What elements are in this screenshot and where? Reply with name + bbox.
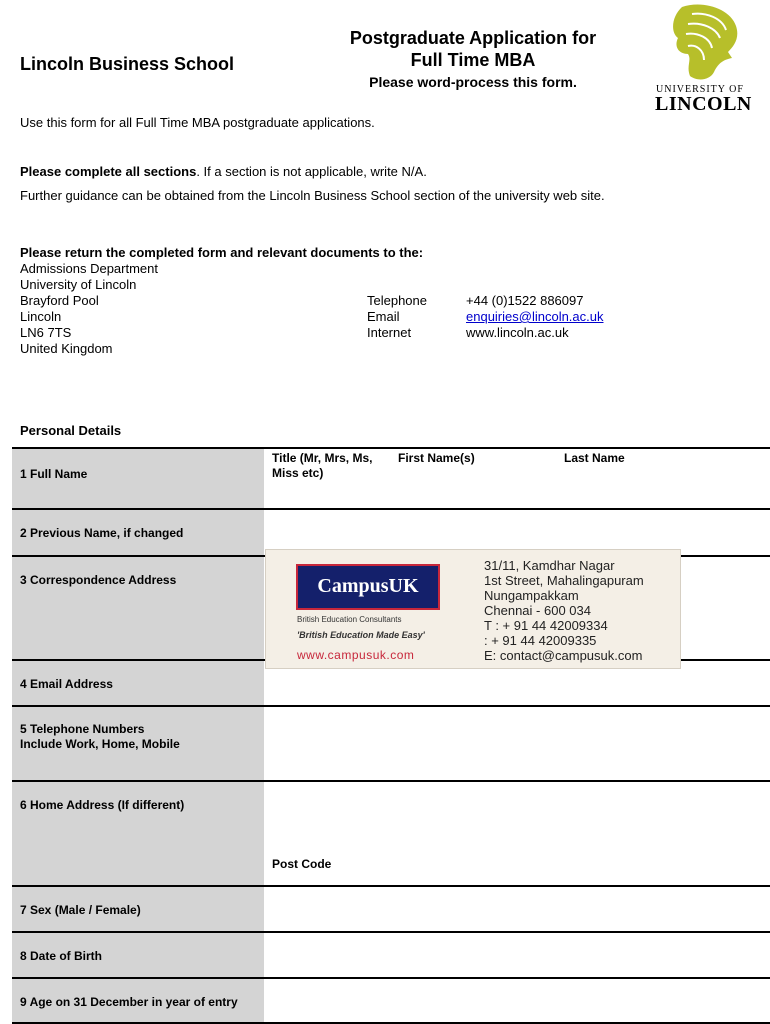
complete-instruction	[20, 164, 427, 180]
title-header-line2: Miss etc)	[272, 466, 324, 480]
row-label: 6 Home Address (If different)	[12, 782, 264, 885]
home-address-field[interactable]	[264, 782, 770, 885]
return-heading: Please return the completed form and relevant documents to the:	[20, 245, 424, 260]
row-previous-name	[12, 508, 770, 555]
guidance-text: Further guidance can be obtained from the Lincoln Business School section of the university web site.	[20, 188, 605, 203]
stamp-address-line: T : + 91 44 42009334	[484, 618, 608, 633]
campusuk-logo: CampusUK	[296, 564, 440, 610]
internet-label: Internet	[367, 325, 412, 340]
row-telephone-numbers	[12, 705, 770, 780]
address-line: LN6 7TS	[20, 325, 72, 340]
title-header	[272, 451, 372, 481]
full-name-field[interactable]	[264, 449, 770, 508]
row-full-name	[12, 447, 770, 508]
email-label: Email	[367, 309, 400, 324]
row-home-address	[12, 780, 770, 885]
stamp-address-line: Chennai - 600 034	[484, 603, 591, 618]
row-age	[12, 977, 770, 1024]
form-title-block	[318, 27, 628, 90]
telephone-label: Telephone	[367, 293, 427, 308]
age-field[interactable]	[264, 979, 770, 1022]
school-name: Lincoln Business School	[20, 54, 235, 74]
row-sex	[12, 885, 770, 931]
stamp-address-line: 1st Street, Mahalingapuram	[484, 573, 644, 588]
stamp-slogan: 'British Education Made Easy'	[297, 630, 425, 640]
stamp-address-line: E: contact@campusuk.com	[484, 648, 643, 663]
section-title-personal: Personal Details	[20, 423, 122, 438]
logo-lincoln: LINCOLN	[655, 93, 752, 115]
contact-labels	[367, 293, 427, 341]
minerva-head-icon	[652, 2, 764, 84]
email-link[interactable]: enquiries@lincoln.ac.uk	[466, 309, 604, 324]
stamp-address-line: Nungampakkam	[484, 588, 579, 603]
post-code-label: Post Code	[272, 857, 332, 871]
sex-field[interactable]	[264, 887, 770, 931]
stamp-website: www.campusuk.com	[297, 648, 415, 662]
form-subtitle: Please word-process this form.	[369, 74, 577, 90]
address-line: Admissions Department	[20, 261, 158, 276]
row-label: 2 Previous Name, if changed	[12, 510, 264, 555]
title-header-line1: Title (Mr, Mrs, Ms,	[272, 451, 373, 465]
row-label	[12, 707, 264, 780]
row-label-line2: Include Work, Home, Mobile	[20, 737, 180, 751]
stamp-address	[484, 558, 644, 663]
telephone-numbers-field[interactable]	[264, 707, 770, 780]
address-line: Lincoln	[20, 309, 62, 324]
telephone-value: +44 (0)1522 886097	[466, 293, 584, 308]
row-label: 3 Correspondence Address	[12, 557, 264, 659]
internet-value: www.lincoln.ac.uk	[466, 325, 569, 340]
form-title-line2: Full Time MBA	[410, 50, 536, 70]
row-label: 7 Sex (Male / Female)	[12, 887, 264, 931]
row-label-line1: 5 Telephone Numbers	[20, 722, 145, 736]
row-label: 1 Full Name	[12, 449, 264, 508]
stamp-tagline: British Education Consultants	[297, 615, 402, 624]
complete-bold: Please complete all sections	[20, 164, 197, 179]
row-label: 9 Age on 31 December in year of entry	[12, 979, 264, 1022]
stamp-address-line: : + 91 44 42009335	[484, 633, 597, 648]
row-date-of-birth	[12, 931, 770, 977]
first-name-header: First Name(s)	[398, 451, 475, 465]
logo-university-of: UNIVERSITY OF	[656, 84, 744, 95]
address-line: United Kingdom	[20, 341, 113, 356]
campusuk-stamp-image	[265, 549, 681, 669]
usage-text: Use this form for all Full Time MBA postgraduate applications.	[20, 115, 375, 130]
address-line: Brayford Pool	[20, 293, 99, 308]
address-line: University of Lincoln	[20, 277, 137, 292]
stamp-address-line: 31/11, Kamdhar Nagar	[484, 558, 615, 573]
contact-values	[466, 293, 604, 341]
last-name-header: Last Name	[564, 451, 625, 465]
date-of-birth-field[interactable]	[264, 933, 770, 977]
complete-rest: . If a section is not applicable, write N/A.	[196, 164, 427, 179]
form-title-line1: Postgraduate Application for	[349, 28, 597, 48]
return-address	[20, 261, 158, 357]
row-label: 8 Date of Birth	[12, 933, 264, 977]
university-logo	[652, 2, 764, 114]
row-label: 4 Email Address	[12, 661, 264, 705]
